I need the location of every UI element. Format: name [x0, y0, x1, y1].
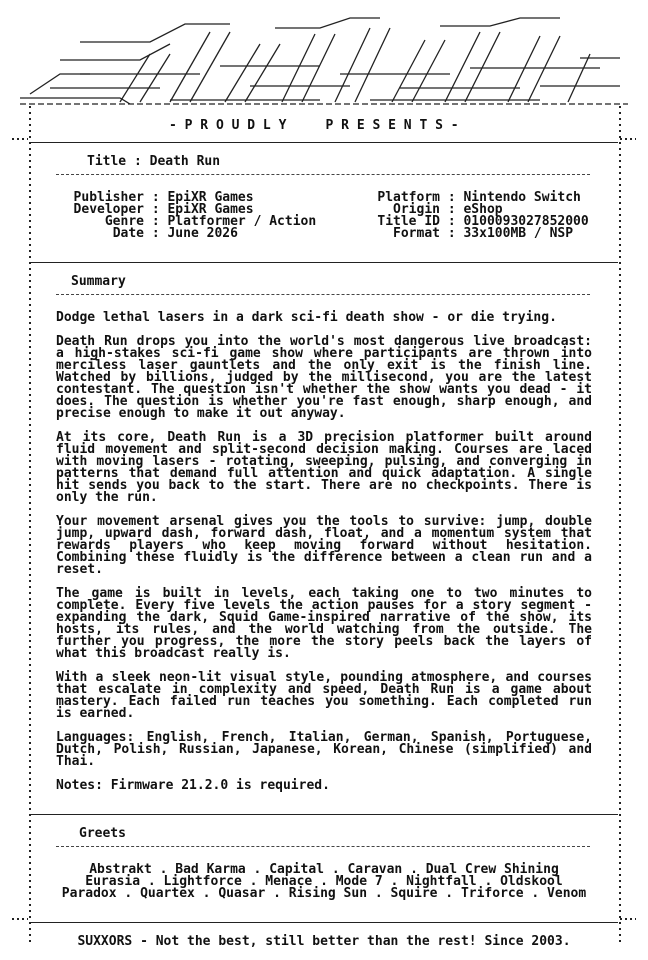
genre-text: Platformer / Action [167, 214, 317, 229]
languages-paragraph: Languages: English, French, Italian, German, Spanish, Portuguese, Dutch, Polish, Russian, Japanese, Korean, Chinese (simplified) and Thai. [56, 730, 592, 769]
dashed-rule [56, 294, 590, 295]
summary-paragraph: The game is built in levels, each taking one to two minutes to complete. Every five levels the action pauses for a story segment - expanding the dark, Squid Game-inspired narrative of the show, its hosts, its rules, and the world watching from the outside. The further you progress, the more the story peels back the layers of what this broadcast really is. [56, 586, 592, 661]
genre-value: : Platformer / Action [144, 214, 317, 229]
platform-value: : Nintendo Switch [440, 190, 581, 205]
frame-corner [620, 138, 636, 140]
title-id-text: 0100093027852000 [463, 214, 589, 229]
divider [30, 814, 618, 815]
origin-label: Origin [393, 202, 440, 217]
divider [30, 142, 618, 143]
date-text: June 2026 [167, 226, 238, 241]
frame-right-border [619, 106, 621, 946]
publisher-text: EpiXR Games [167, 190, 254, 205]
greets-line: Eurasia . Lightforce . Menace . Mode 7 . Nightfall . Oldskool [85, 874, 563, 889]
title-value: Death Run [149, 154, 221, 169]
summary-paragraph: With a sleek neon-lit visual style, pounding atmosphere, and courses that escalate in complexity and speed, Death Run is a game about mastery. Each failed run teaches you something. Each completed run is earned. [56, 670, 592, 721]
origin-value: : eShop [440, 202, 503, 217]
frame-left-border [29, 106, 31, 946]
presents-banner: - P R O U D L Y P R E S E N T S - [169, 118, 459, 133]
summary-paragraph: Death Run drops you into the world's most dangerous live broadcast: a high-stakes sci-fi game show where participants are thrown into merciless laser gauntlets and the only exit is the finish line. Watched by billions, judged by the millisecond, you are the latest contestant. The question isn't whether the show wants you dead - it does. The question is whether you're fast enough, sharp enough, and precise enough to make it out anyway. [56, 334, 592, 421]
divider [30, 922, 618, 923]
format-text: 33x100MB / NSP [463, 226, 574, 241]
summary-paragraph: Dodge lethal lasers in a dark sci-fi death show - or die trying. [56, 310, 557, 325]
title-id-value: : 0100093027852000 [440, 214, 589, 229]
platform-label: Platform [377, 190, 440, 205]
frame-corner [12, 138, 28, 140]
developer-label: Developer [73, 202, 144, 217]
notes-paragraph: Notes: Firmware 21.2.0 is required. [56, 778, 330, 793]
summary-paragraph: At its core, Death Run is a 3D precision platformer built around fluid movement and split-second decision making. Courses are laced with moving lasers - rotating, sweeping, pulsing, and converging in patterns that demand full attention and quick adaptation. A single hit sends you back to the start. There are no checkpoints. There is only the run. [56, 430, 592, 505]
greets-line: Abstrakt . Bad Karma . Capital . Caravan . Dual Crew Shining [89, 862, 559, 877]
format-value: : 33x100MB / NSP [440, 226, 574, 241]
title-id-label: Title ID [377, 214, 440, 229]
dashed-rule [56, 846, 590, 847]
summary-paragraph: Your movement arsenal gives you the tools to survive: jump, double jump, upward dash, forward dash, float, and a momentum system that rewards players who keep moving forward without hesitation. Combining these fluidly is the difference between a clean run and a reset. [56, 514, 592, 577]
developer-value: : EpiXR Games [144, 202, 254, 217]
platform-text: Nintendo Switch [463, 190, 581, 205]
suxxors-logo [20, 14, 628, 106]
format-label: Format [393, 226, 440, 241]
publisher-label: Publisher [73, 190, 144, 205]
developer-text: EpiXR Games [167, 202, 254, 217]
genre-label: Genre [104, 214, 144, 229]
title-label: Title [87, 154, 127, 169]
date-value: : June 2026 [144, 226, 238, 241]
origin-text: eShop [463, 202, 503, 217]
greets-heading: Greets [79, 826, 126, 841]
divider [30, 262, 618, 263]
title-line: Title : Death Run [87, 154, 221, 169]
footer-tagline: SUXXORS - Not the best, still better than the rest! Since 2003. [77, 934, 571, 949]
frame-corner [620, 918, 636, 920]
dashed-rule [56, 174, 590, 175]
summary-heading: Summary [71, 274, 126, 289]
greets-line: Paradox . Quartex . Quasar . Rising Sun . Squire . Triforce . Venom [61, 886, 587, 901]
publisher-value: : EpiXR Games [144, 190, 254, 205]
date-label: Date [112, 226, 144, 241]
frame-corner [12, 918, 28, 920]
